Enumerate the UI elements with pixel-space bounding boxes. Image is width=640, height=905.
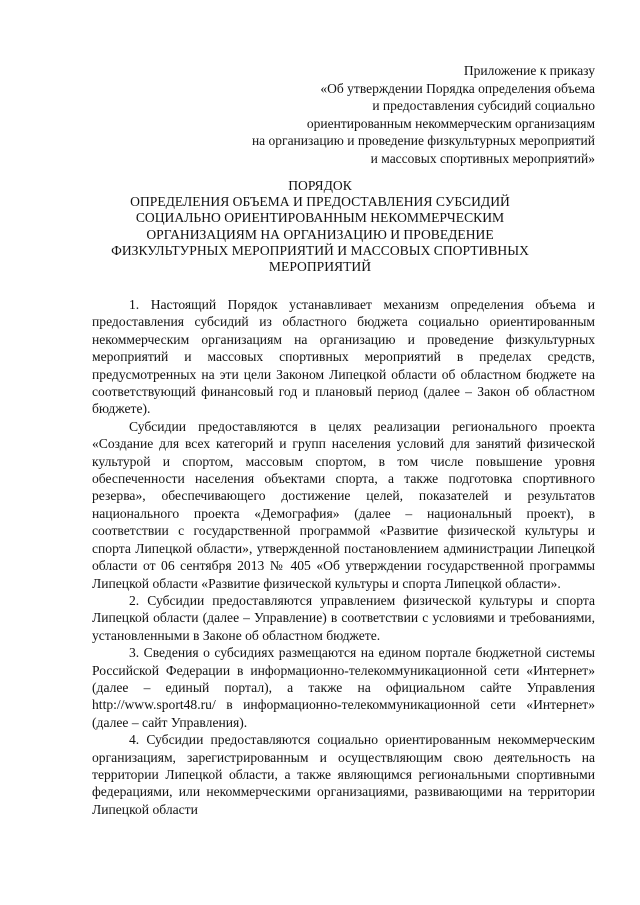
title-line: ПОРЯДОК [288, 178, 352, 193]
approval-line: и массовых спортивных мероприятий» [370, 150, 595, 166]
approval-note [175, 62, 595, 168]
approval-line: ориентированным некоммерческим организациям [306, 115, 595, 131]
paragraph-2: 2. Субсидии предоставляются управлением физической культуры и спорта Липецкой области (далее – Управление) в соответствии с условиями и требованиями, установленными в Законе об областном бюджете. [92, 592, 595, 643]
paragraph-4: 4. Субсидии предоставляются социально ориентированным некоммерческим организациям, зарегистрированным и осуществляющим свою деятельность на территории Липецкой области, а также являющимся региональными спортивными федерациями, или некоммерческими организациями, развивающими на территории Липецкой области [92, 732, 595, 817]
title-line: СОЦИАЛЬНО ОРИЕНТИРОВАННЫМ НЕКОММЕРЧЕСКИМ [135, 210, 505, 226]
title-line: ОРГАНИЗАЦИЯМ НА ОРГАНИЗАЦИЮ И ПРОВЕДЕНИЕ [146, 226, 494, 242]
paragraph-subsidy-goal: Субсидии предоставляются в целях реализации регионального проекта «Создание для всех категорий и групп населения условий для занятий физической культурой и спортом, массовым спортом, в том числе повышение уровня обеспеченности населения объектами спорта, а также подготовка спортивного резерва», обеспечивающего достижение целей, показателей и результатов национального проекта «Демография» (далее – национальный проект), в соответствии с государственной программой «Развитие физической культуры и спорта Липецкой области», утвержденной постановлением администрации Липецкой области от 06 сентября 2013 № 405 «Об утверждении государственной программы Липецкой области «Развитие физической культуры и спорта Липецкой области». [92, 418, 595, 591]
approval-line: «Об утверждении Порядка определения объема [320, 80, 595, 96]
document-body [92, 296, 595, 818]
title-line: ФИЗКУЛЬТУРНЫХ МЕРОПРИЯТИЙ И МАССОВЫХ СПОРТИВНЫХ [111, 242, 529, 258]
approval-line: Приложение к приказу [463, 63, 595, 78]
approval-line: на организацию и проведение физкультурных мероприятий [251, 133, 595, 149]
approval-line: и предоставления субсидий социально [372, 98, 595, 114]
document-title [110, 178, 530, 275]
title-line: МЕРОПРИЯТИЙ [268, 259, 372, 275]
title-line: ОПРЕДЕЛЕНИЯ ОБЪЕМА И ПРЕДОСТАВЛЕНИЯ СУБСИДИЙ [130, 194, 510, 210]
paragraph-3: 3. Сведения о субсидиях размещаются на едином портале бюджетной системы Российской Федерации в информационно-телекоммуникационной сети «Интернет» (далее – единый портал), а также на официальном сайте Управления http://www.sport48.ru/ в информационно-телекоммуникационной сети «Интернет» (далее – сайт Управления). [92, 645, 595, 730]
paragraph-1: 1. Настоящий Порядок устанавливает механизм определения объема и предоставления субсидий из областного бюджета социально ориентированным некоммерческим организациям на организацию и проведение физкультурных мероприятий и массовых спортивных мероприятий в пределах средств, предусмотренных на эти цели Законом Липецкой области об областном бюджете на соответствующий финансовый год и плановый период (далее – Закон об областном бюджете). [92, 297, 595, 417]
